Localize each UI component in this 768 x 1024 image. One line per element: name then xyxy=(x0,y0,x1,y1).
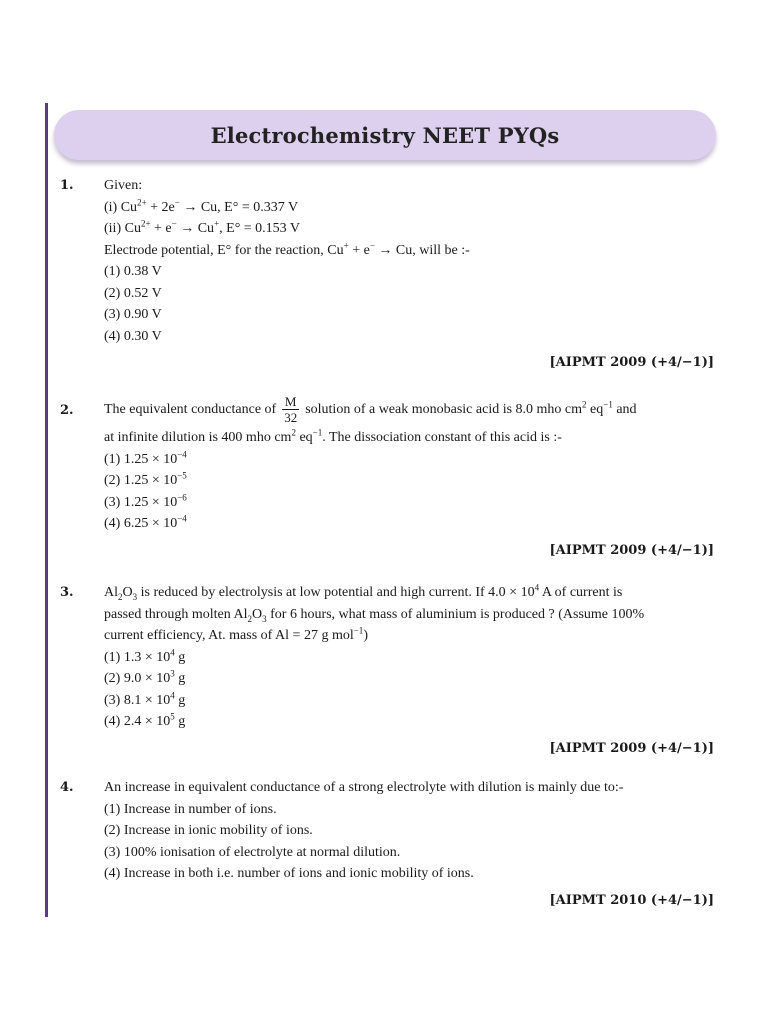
question-2 xyxy=(60,393,714,561)
option-3: (3) $1.25 \times 10^{-6}$ xyxy=(104,491,187,510)
question-number: 1. xyxy=(60,178,74,193)
fraction-m-32: $\frac{M}{32}$ xyxy=(284,394,298,426)
question-number: 3. xyxy=(60,585,74,600)
question-1 xyxy=(60,175,714,374)
option-3: (3) 0.90 V xyxy=(104,307,162,322)
option-2: (2) $9.0 \times 10^3$ g xyxy=(104,668,186,686)
option-1: (1) $1.3 \times 10^4$ g xyxy=(104,646,186,665)
option-1: (1) Increase in number of ions. xyxy=(104,801,277,817)
option-4: (4) $6.25 \times 10^{-4}$ xyxy=(104,513,187,531)
option-1: (1) $1.25 \times 10^{-4}$ xyxy=(104,448,187,467)
option-4: (4) Increase in both i.e. number of ions and ionic mobility of ions. xyxy=(104,866,474,881)
exam-source: [AIPMT 2009 (+4/−1)] xyxy=(549,740,714,756)
question-given: Given: xyxy=(104,178,143,193)
question-stem-line-2: passed through molten $Al_2O_3$ for 6 hours, what mass of aluminium is produced ? (Assume 100% xyxy=(104,606,645,624)
page-title: Electrochemistry NEET PYQs xyxy=(210,122,560,148)
left-margin-rule xyxy=(45,103,48,917)
exam-source: [AIPMT 2009 (+4/−1)] xyxy=(549,542,714,558)
equation-ii: (ii) $Cu^{2+} + e^- \to Cu^+$, E° = 0.153 V xyxy=(104,218,301,236)
option-4: (4) $2.4 \times 10^5$ g xyxy=(104,711,186,729)
equation-i: (i) $Cu^{2+} + 2e^- \to Cu$, E° = 0.337 V xyxy=(104,196,299,215)
question-stem: Electrode potential, E° for the reaction, Cu+ + e− → Cu, will be :- xyxy=(104,239,470,258)
option-2: (2) Increase in ionic mobility of ions. xyxy=(104,823,313,838)
question-stem: $Al_2O_3$ is reduced by electrolysis at low potential and high current. If $4.0 \times 10^4$ A of current is xyxy=(104,582,623,602)
question-number: 2. xyxy=(60,403,74,418)
question-stem: An increase in equivalent conductance of a strong electrolyte with dilution is mainly due to:- xyxy=(104,780,624,795)
question-3 xyxy=(60,582,714,759)
question-stem: The equivalent conductance of $\frac{M}{32}$ solution of a weak monobasic acid is 8.0 mho $cm^2$ $eq^{-1}$ and xyxy=(104,394,637,426)
title-banner xyxy=(54,110,716,160)
option-1: (1) 0.38 V xyxy=(104,264,162,279)
option-3: (3) 100% ionisation of electrolyte at normal dilution. xyxy=(104,844,401,860)
option-2: (2) $1.25 \times 10^{-5}$ xyxy=(104,470,187,488)
option-4: (4) 0.30 V xyxy=(104,328,162,344)
option-3: (3) $8.1 \times 10^4$ g xyxy=(104,689,186,708)
question-number: 4. xyxy=(60,780,74,795)
question-stem-line-3: current efficiency, At. mass of Al = 27 g mol$^{-1}$) xyxy=(104,625,368,643)
exam-source: [AIPMT 2009 (+4/−1)] xyxy=(549,355,714,370)
question-stem-line-2: at infinite dilution is 400 mho $cm^2$ $eq^{-1}$. The dissociation constant of this acid is :- xyxy=(104,427,562,445)
question-4 xyxy=(60,777,714,911)
option-2: (2) 0.52 V xyxy=(104,285,162,301)
exam-source: [AIPMT 2010 (+4/−1)] xyxy=(549,892,714,908)
